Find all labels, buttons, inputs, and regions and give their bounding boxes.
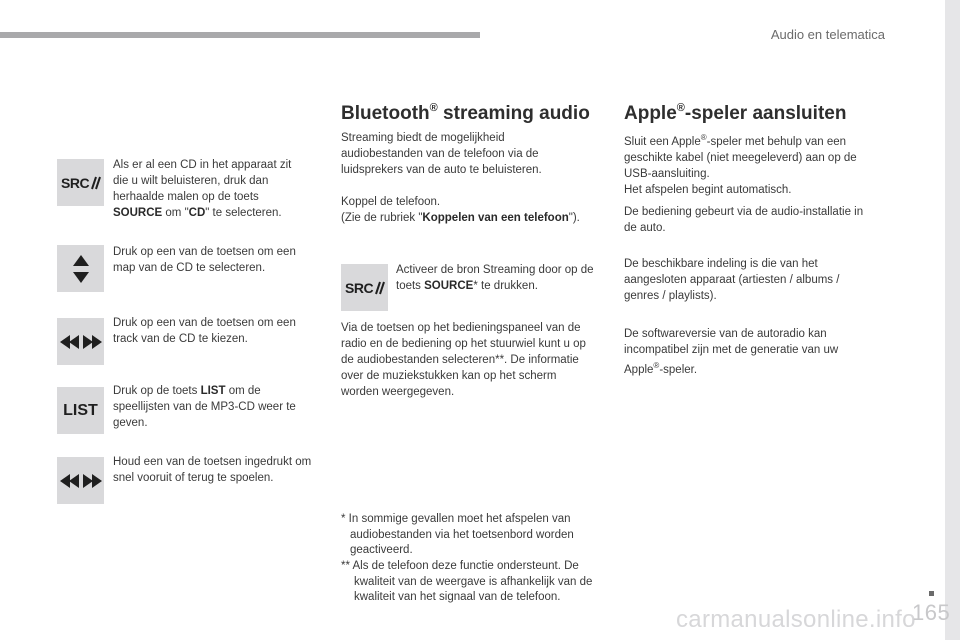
footnote-2: ** Als de telefoon deze functie ondersteunt. De kwaliteit van de weergave is afhankelijk van de kwaliteit van het signaal van de telefoon. [341,560,593,603]
text: Het afspelen begint automatisch. [624,183,792,196]
rewind-forward-icon [57,318,104,365]
pairing-ref: Koppelen van een telefoon [422,212,569,224]
text: -speler. [659,363,698,376]
text: streaming audio [437,103,590,124]
up-down-arrows-icon [57,245,104,292]
src-key-icon [341,264,388,311]
text: om " [162,207,189,219]
text: -speler met behulp van een geschikte kabel (niet meegeleverd) aan op de USB-aansluiting. [624,135,857,180]
bluetooth-heading [341,103,590,125]
bluetooth-pair-text [341,194,611,226]
apple-software-text [624,326,854,378]
text: Sluit een Apple [624,135,701,148]
track-select-text: Druk op een van de toetsen om een track van de CD te kiezen. [113,317,296,345]
text: De softwareversie van de autoradio kan incompatibel zijn met de generatie van uw Apple [624,328,839,376]
src-key-icon [57,159,104,206]
registered-mark: ® [676,102,685,114]
svg-text:SRC: SRC [344,279,373,296]
bluetooth-intro: Streaming biedt de mogelijkheid audiobestanden van de telefoon via de luidsprekers van de auto te beluisteren. [341,132,542,176]
footnote-1: * In sommige gevallen moet het afspelen van audiobestanden via het toetsenbord worden geactiveerd. [341,513,574,556]
apple-format-text: De beschikbare indeling is die van het aangesloten apparaat (artiesten / albums / genres / playlists). [624,258,840,302]
text: Apple [624,103,677,124]
text: -speler aansluiten [684,103,847,124]
section-title: Audio en telematica [770,27,885,42]
streaming-activate-text [396,262,596,294]
list-key-icon [57,387,104,434]
header-bar [0,32,480,38]
text: Koppel de telefoon. [341,196,441,208]
rewind-forward-icon [57,457,104,504]
apple-controls-text: De bediening gebeurt via de audio-installatie in de auto. [624,206,864,234]
source-key-label: SOURCE [424,280,474,292]
text: "). [568,212,580,224]
registered-mark: ® [653,361,660,370]
page-edge-bar [945,0,960,640]
cd-label: CD [188,207,206,219]
src-key-icon [61,174,101,192]
page-number: 165 [912,600,951,625]
bluetooth-controls-text: Via de toetsen op het bedieningspaneel van de radio en de bediening op het stuurwiel kunt u op de audiobestanden selecteren**. De informatie over de muziekstukken kan op het scherm worden weergegeven. [341,322,586,398]
list-key-label: LIST [200,385,226,397]
text: Als er al een CD in het apparaat zit die u wilt beluisteren, druk dan herhaalde malen op de toets [113,159,292,203]
page-marker [929,591,934,596]
folder-select-text: Druk op een van de toetsen om een map van de CD te selecteren. [113,246,296,274]
text: om de speellijsten van de MP3-CD weer te geven. [113,385,296,429]
watermark: carmanualsonline.info [676,606,916,633]
text: Activeer de bron Streaming door op de toets [396,264,594,292]
text: " te selecteren. [205,207,282,219]
registered-mark: ® [429,102,438,114]
apple-heading [624,103,846,125]
list-key-label: LIST [63,401,98,419]
apple-connect-text [624,130,879,198]
text: * te drukken. [473,280,538,292]
source-key-label: SOURCE [113,207,163,219]
cd-select-text [113,157,303,221]
playlist-text [113,383,313,431]
text: Druk op de toets [113,385,201,397]
text: Bluetooth [341,103,430,124]
fast-forward-text: Houd een van de toetsen ingedrukt om snel vooruit of terug te spoelen. [113,456,312,484]
svg-text:SRC: SRC [60,174,89,191]
text: (Zie de rubriek " [341,212,423,224]
registered-mark: ® [700,133,707,142]
